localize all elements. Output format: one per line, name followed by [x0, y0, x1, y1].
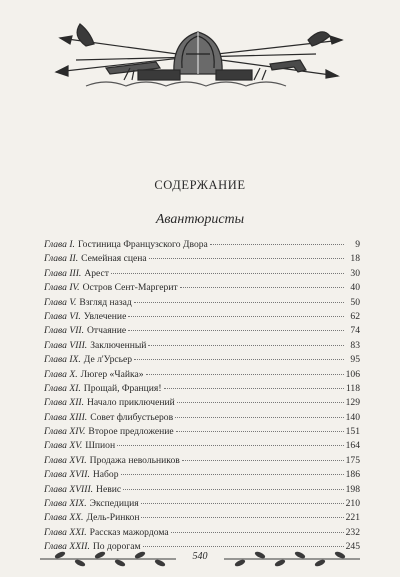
- chapter-page-number: 74: [350, 325, 360, 337]
- section-title: Авантюристы: [155, 212, 245, 227]
- chapter-label: Глава I.: [44, 239, 75, 250]
- chapter-title: Начало приключений: [87, 397, 175, 409]
- dot-leader: [123, 489, 343, 490]
- dot-leader: [180, 287, 344, 288]
- dot-leader: [128, 330, 344, 331]
- chapter-page-number: 118: [345, 382, 360, 394]
- chapter-page-number: 106: [345, 368, 360, 380]
- contents-heading: СОДЕРЖАНИЕ: [154, 178, 246, 192]
- chapter-title: Гостиница Французского Двора: [77, 239, 208, 250]
- chapter-label: Глава V.: [44, 296, 77, 308]
- dot-leader: [210, 244, 344, 245]
- toc-entry: [44, 411, 360, 425]
- toc-entry: [44, 468, 360, 482]
- chapter-page-number: 30: [350, 267, 360, 279]
- chapter-page-number: 245: [345, 541, 360, 553]
- toc-entry: [44, 238, 360, 252]
- chapter-title: Совет флибустьеров: [90, 411, 174, 423]
- dot-leader: [149, 258, 344, 259]
- chapter-title: Семейная сцена: [81, 253, 147, 265]
- toc-entry: [44, 483, 360, 497]
- chapter-label: Глава XIII.: [44, 411, 88, 423]
- dot-leader: [134, 359, 344, 360]
- dot-leader: [148, 345, 344, 346]
- table-of-contents: [44, 238, 360, 555]
- dot-leader: [141, 503, 344, 504]
- chapter-title: Остров Сент-Маргерит: [82, 282, 178, 294]
- chapter-title: Экспедиция: [89, 498, 139, 510]
- toc-entry: [44, 396, 360, 410]
- chapter-title: Заключенный: [90, 339, 147, 351]
- chapter-page-number: 95: [350, 354, 360, 366]
- chapter-title: Дель-Ринкон: [86, 512, 140, 524]
- dot-leader: [164, 388, 344, 389]
- chapter-label: Глава XI.: [44, 382, 81, 394]
- chapter-label: Глава VIII.: [44, 339, 88, 351]
- toc-entry: [44, 267, 360, 281]
- chapter-page-number: 186: [345, 469, 360, 481]
- chapter-label: Глава IX.: [44, 354, 81, 366]
- chapter-page-number: 210: [345, 498, 360, 510]
- chapter-label: Глава III.: [44, 267, 82, 279]
- page-number: 540: [192, 551, 208, 562]
- chapter-title: Люгер «Чайка»: [80, 368, 144, 380]
- dot-leader: [117, 445, 343, 446]
- chapter-label: Глава II.: [44, 253, 79, 265]
- chapter-label: Глава IV.: [44, 282, 80, 294]
- chapter-page-number: 198: [345, 483, 360, 495]
- chapter-title: Набор: [92, 469, 119, 481]
- toc-entry: [44, 324, 360, 338]
- chapter-label: Глава VII.: [44, 325, 84, 337]
- chapter-title: Прощай, Франция!: [83, 382, 162, 394]
- dot-leader: [175, 417, 343, 418]
- chapter-title: Рассказ мажордома: [89, 526, 169, 538]
- chapter-title: Отчаяние: [87, 325, 127, 337]
- toc-entry: [44, 281, 360, 295]
- chapter-label: Глава XVI.: [44, 454, 87, 466]
- chapter-title: Взгляд назад: [79, 296, 132, 308]
- chapter-page-number: 221: [345, 512, 360, 524]
- toc-entry: [44, 526, 360, 540]
- chapter-label: Глава XV.: [44, 440, 83, 452]
- chapter-label: Глава XVIII.: [44, 483, 94, 495]
- chapter-label: Глава XVII.: [44, 469, 90, 481]
- chapter-page-number: 40: [350, 282, 360, 294]
- toc-entry: [44, 296, 360, 310]
- toc-entry: [44, 439, 360, 453]
- chapter-label: Глава VI.: [44, 310, 81, 322]
- chapter-title: Шпион: [85, 440, 116, 452]
- dot-leader: [177, 402, 344, 403]
- dot-leader: [171, 532, 344, 533]
- chapter-title: Продажа невольников: [89, 454, 180, 466]
- dot-leader: [141, 517, 343, 518]
- chapter-page-number: 232: [345, 526, 360, 538]
- chapter-label: Глава XIV.: [44, 426, 86, 438]
- chapter-label: Глава XXII.: [44, 541, 90, 553]
- chapter-title: Увлечение: [83, 310, 127, 322]
- dot-leader: [134, 302, 344, 303]
- chapter-title: По дорогам: [92, 541, 141, 553]
- chapter-title: Арест: [84, 267, 110, 279]
- dot-leader: [128, 316, 344, 317]
- chapter-page-number: 18: [350, 253, 360, 265]
- weapons-trophy-vignette-icon: [46, 10, 352, 92]
- chapter-label: Глава XII.: [44, 397, 84, 409]
- chapter-title: Невис: [96, 483, 122, 495]
- dot-leader: [182, 460, 344, 461]
- toc-entry: [44, 339, 360, 353]
- chapter-label: Глава XXI.: [44, 526, 87, 538]
- toc-entry: [44, 382, 360, 396]
- chapter-page-number: 50: [350, 296, 360, 308]
- toc-entry: [44, 310, 360, 324]
- chapter-label: Глава XX.: [44, 512, 84, 524]
- chapter-title: Второе предложение: [88, 426, 174, 438]
- toc-entry: [44, 353, 360, 367]
- chapter-label: Глава XIX.: [44, 498, 87, 510]
- toc-entry: [44, 252, 360, 266]
- chapter-page-number: 140: [345, 411, 360, 423]
- chapter-page-number: 62: [350, 310, 360, 322]
- toc-entry: [44, 425, 360, 439]
- chapter-title: Де л'Урсьер: [83, 354, 133, 366]
- chapter-page-number: 83: [350, 339, 360, 351]
- chapter-label: Глава X.: [44, 368, 78, 380]
- chapter-page-number: 164: [345, 440, 360, 452]
- chapter-page-number: 175: [345, 454, 360, 466]
- chapter-page-number: 9: [355, 239, 360, 250]
- chapter-page-number: 151: [345, 426, 360, 438]
- dot-leader: [176, 431, 344, 432]
- toc-entry: [44, 497, 360, 511]
- toc-entry: [44, 511, 360, 525]
- dot-leader: [146, 374, 344, 375]
- toc-entry: [44, 454, 360, 468]
- toc-entry: [44, 368, 360, 382]
- chapter-page-number: 129: [345, 397, 360, 409]
- dot-leader: [111, 273, 344, 274]
- dot-leader: [121, 474, 344, 475]
